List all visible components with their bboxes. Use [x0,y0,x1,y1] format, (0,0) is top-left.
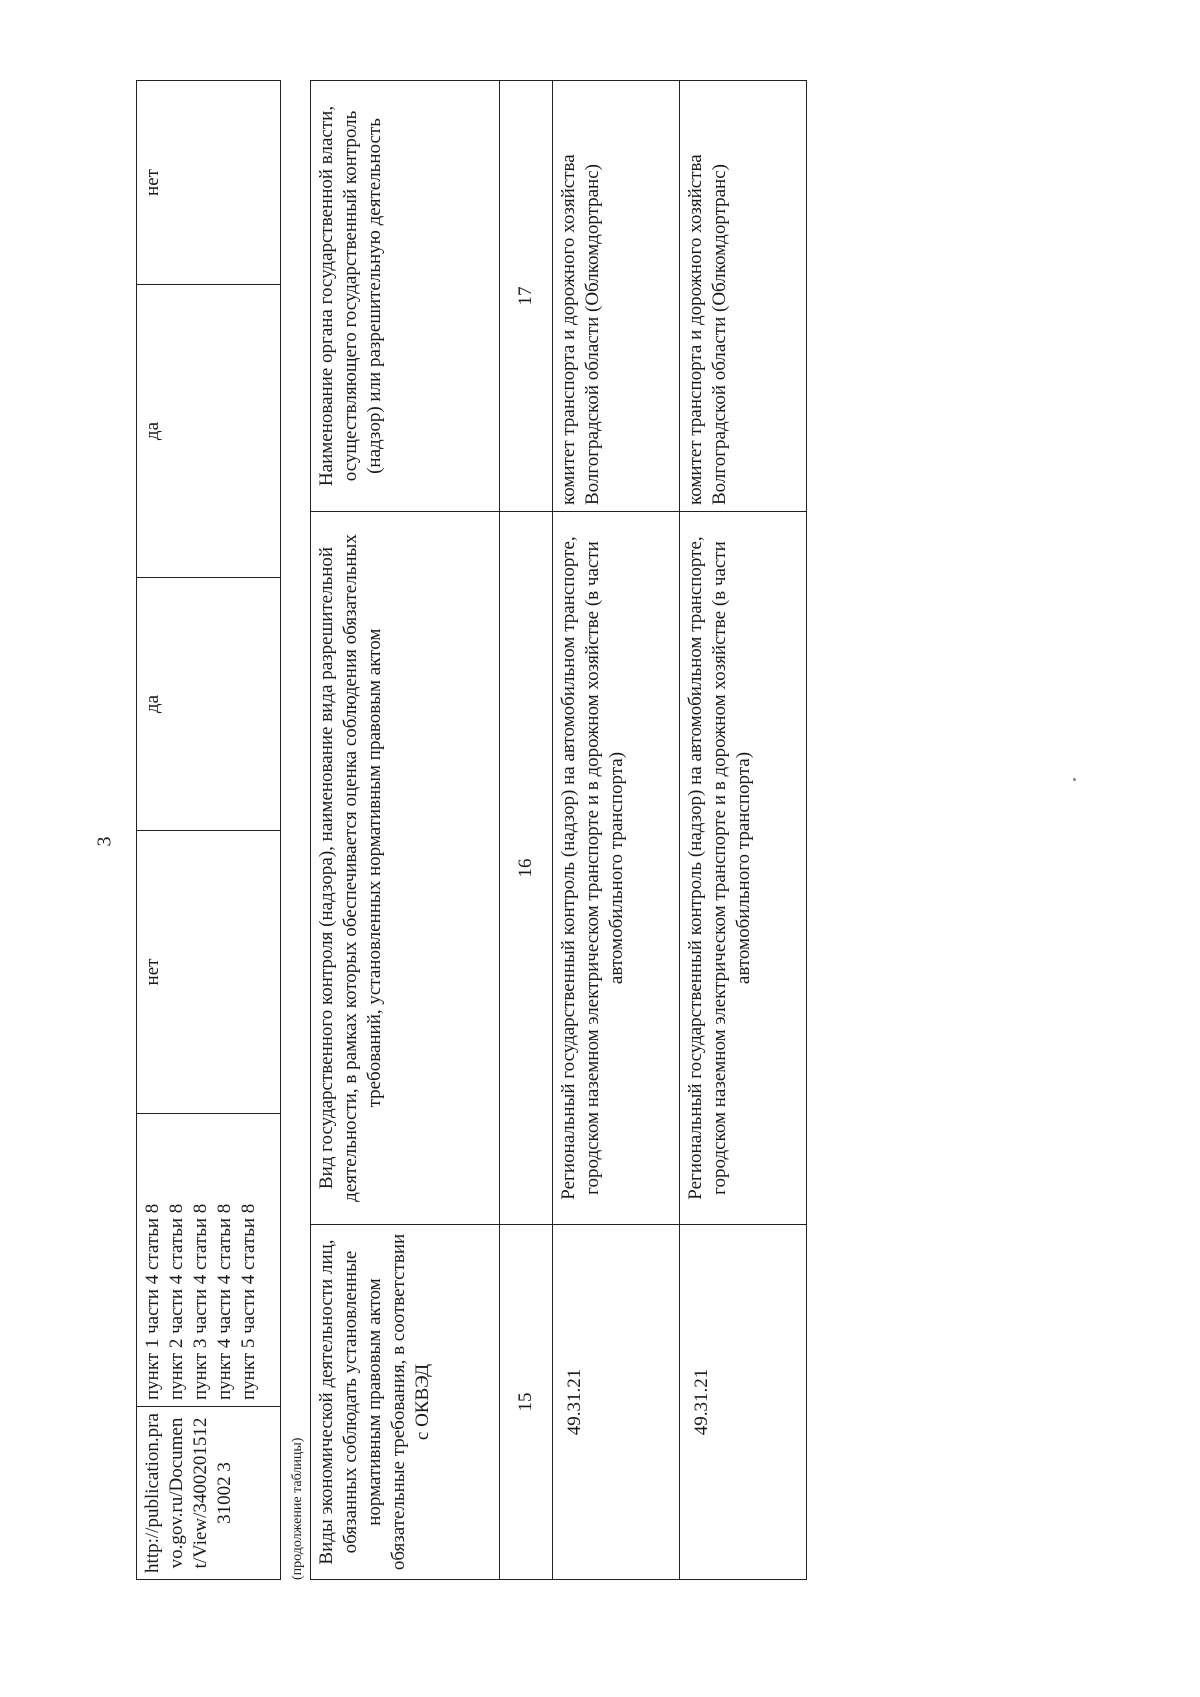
value-cell: нет [137,831,281,1114]
point-line: пункт 5 части 4 статьи 8 [238,1203,259,1400]
header-control: Вид государственного контроля (надзора), наименование вида разрешительной деятельности, в рамках которых обеспечивается оценка соблюдения обязательных требований, установленных нормативным правовым актом [311,512,500,1225]
point-line: пункт 3 части 4 статьи 8 [190,1203,211,1400]
points-cell [137,1114,281,1407]
column-number-row [500,81,553,1580]
table-caption: (продолжение таблицы) [290,1437,305,1580]
point-line: пункт 1 части 4 статьи 8 [142,1203,163,1400]
authority-cell: комитет транспорта и дорожного хозяйства Волгоградской области (Облкомдортранс) [553,81,680,512]
header-okved: Виды экономической деятельности лиц, обязанных соблюдать установленные нормативным правовым актом обязательные требования, в соответствии с ОКВЭД [311,1225,500,1580]
point-line: пункт 2 части 4 статьи 8 [166,1203,187,1400]
table-row [137,81,281,1580]
control-cell: Региональный государственный контроль (надзор) на автомобильном транспорте, городском наземном электрическом транспорте и в дорожном хозяйстве (в части автомобильного транспорта) [680,512,807,1225]
value-cell: да [137,578,281,831]
authority-cell: комитет транспорта и дорожного хозяйства Волгоградской области (Облкомдортранс) [680,81,807,512]
okved-cell: 49.31.21 [680,1225,807,1580]
table-row [680,81,807,1580]
okved-cell: 49.31.21 [553,1225,680,1580]
column-number: 17 [500,81,553,512]
column-number: 16 [500,512,553,1225]
page-number: 3 [93,836,116,847]
url-cell: http://publication.pravo.gov.ru/Document/View/340020151231002 3 [137,1407,281,1580]
top-table [136,80,281,1580]
header-row [311,81,500,1580]
main-table [310,80,807,1580]
landscape-content [120,80,880,1580]
value-cell: нет [137,81,281,285]
header-authority: Наименование органа государственной власти, осуществляющего государственный контроль (надзор) или разрешительную деятельность [311,81,500,512]
control-cell: Региональный государственный контроль (надзор) на автомобильном транспорте, городском наземном электрическом транспорте и в дорожном хозяйстве (в части автомобильного транспорта) [553,512,680,1225]
scan-speck [1073,778,1076,781]
point-line: пункт 4 части 4 статьи 8 [214,1203,235,1400]
value-cell: да [137,285,281,578]
column-number: 15 [500,1225,553,1580]
table-row [553,81,680,1580]
